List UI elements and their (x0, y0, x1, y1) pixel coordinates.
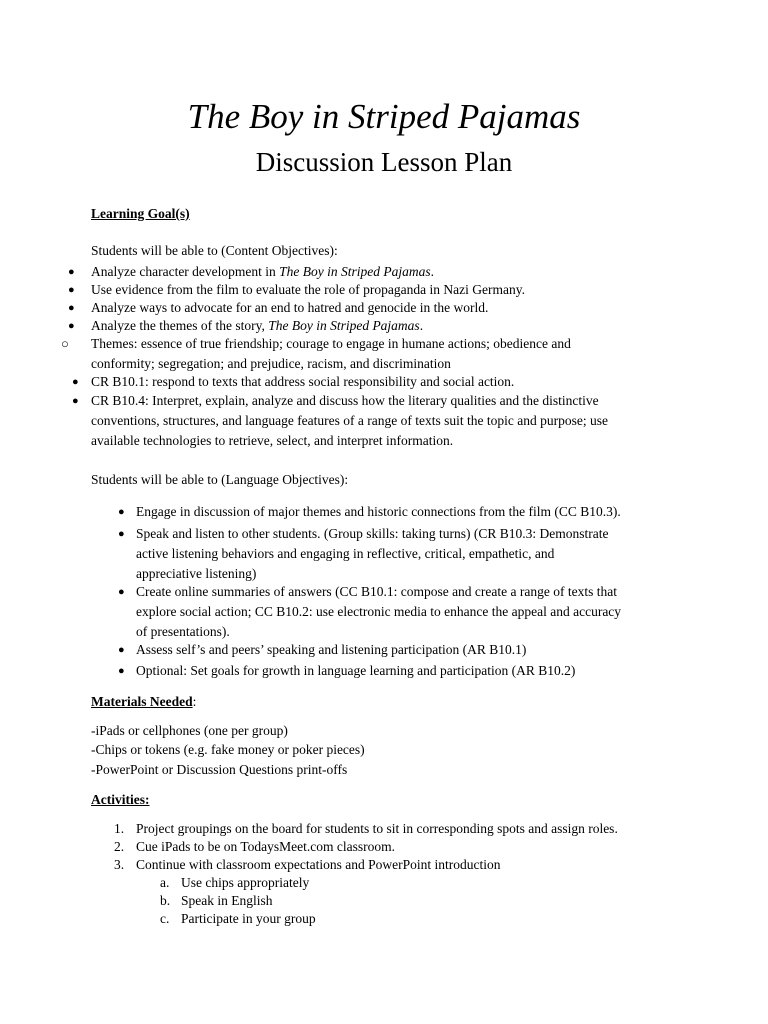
bullet-icon: ● (118, 665, 125, 677)
themes-line-1: Themes: essence of true friendship; courage to engage in humane actions; obedience and (91, 336, 571, 351)
themes-line-2: conformity; segregation; and prejudice, racism, and discrimination (91, 356, 451, 371)
materials-item-3: -PowerPoint or Discussion Questions print-offs (91, 762, 348, 777)
bullet-icon: ● (118, 528, 125, 540)
activity-3b: Speak in English (181, 893, 273, 908)
cr-b10-4-line-1: CR B10.4: Interpret, explain, analyze and discuss how the literary qualities and the distinctive (91, 393, 599, 408)
language-objective-1: Engage in discussion of major themes and historic connections from the film (CC B10.3). (136, 504, 621, 519)
activity-3c: Participate in your group (181, 911, 316, 926)
cr-b10-1: CR B10.1: respond to texts that address social responsibility and social action. (91, 374, 515, 389)
content-objectives-intro: Students will be able to (Content Objectives): (91, 243, 338, 258)
language-objective-3-line-1: Create online summaries of answers (CC B10.1: compose and create a range of texts that (136, 584, 617, 599)
bullet-icon: ● (118, 644, 125, 656)
content-objective-1: Analyze character development in The Boy in Striped Pajamas. (91, 264, 435, 279)
language-objective-2-line-2: active listening behaviors and engaging in reflective, critical, empathetic, and (136, 546, 555, 561)
materials-heading: Materials Needed (91, 694, 193, 709)
bullet-icon: ● (118, 586, 125, 598)
learning-goals-heading: Learning Goal(s) (91, 206, 190, 221)
language-objective-2-line-1: Speak and listen to other students. (Group skills: taking turns) (CR B10.3: Demonstrate (136, 526, 609, 541)
language-objective-2-line-3: appreciative listening) (136, 566, 257, 581)
language-objective-3-line-3: of presentations). (136, 624, 230, 639)
materials-item-2: -Chips or tokens (e.g. fake money or poker pieces) (91, 742, 365, 757)
activity-3a: Use chips appropriately (181, 875, 310, 890)
cr-b10-4-line-3: available technologies to retrieve, select, and interpret information. (91, 433, 454, 448)
activity-1: Project groupings on the board for students to sit in corresponding spots and assign roles. (136, 821, 618, 836)
content-objective-4: Analyze the themes of the story, The Boy in Striped Pajamas. (91, 318, 424, 333)
activities-heading: Activities: (91, 792, 150, 807)
activity-2: Cue iPads to be on TodaysMeet.com classroom. (136, 839, 396, 854)
activity-number: 1. (114, 821, 125, 836)
document-title: The Boy in Striped Pajamas (187, 97, 581, 136)
bullet-icon: ● (68, 302, 75, 314)
subitem-letter: b. (160, 893, 171, 908)
document-subtitle: Discussion Lesson Plan (255, 147, 513, 177)
bullet-icon: ● (72, 395, 79, 407)
bullet-icon: ● (72, 376, 79, 388)
content-objective-3: Analyze ways to advocate for an end to hatred and genocide in the world. (91, 300, 489, 315)
materials-item-1: -iPads or cellphones (one per group) (91, 723, 288, 738)
cr-b10-4-line-2: conventions, structures, and language features of a range of texts suit the topic and purpose; use (91, 413, 608, 428)
materials-heading-row: Materials Needed: (91, 694, 197, 709)
activity-number: 3. (114, 857, 125, 872)
bullet-icon: ● (68, 284, 75, 296)
activity-number: 2. (114, 839, 125, 854)
bullet-icon: ● (118, 506, 125, 518)
language-objective-5: Optional: Set goals for growth in language learning and participation (AR B10.2) (136, 663, 576, 678)
subitem-letter: c. (160, 911, 170, 926)
hollow-bullet-icon: ○ (61, 336, 69, 351)
language-objective-3-line-2: explore social action; CC B10.2: use electronic media to enhance the appeal and accuracy (136, 604, 622, 619)
bullet-icon: ● (68, 266, 75, 278)
content-objective-2: Use evidence from the film to evaluate the role of propaganda in Nazi Germany. (91, 282, 525, 297)
subitem-letter: a. (160, 875, 170, 890)
language-objective-4: Assess self’s and peers’ speaking and listening participation (AR B10.1) (136, 642, 527, 657)
language-objectives-intro: Students will be able to (Language Objectives): (91, 472, 349, 487)
activity-3: Continue with classroom expectations and PowerPoint introduction (136, 857, 501, 872)
bullet-icon: ● (68, 320, 75, 332)
